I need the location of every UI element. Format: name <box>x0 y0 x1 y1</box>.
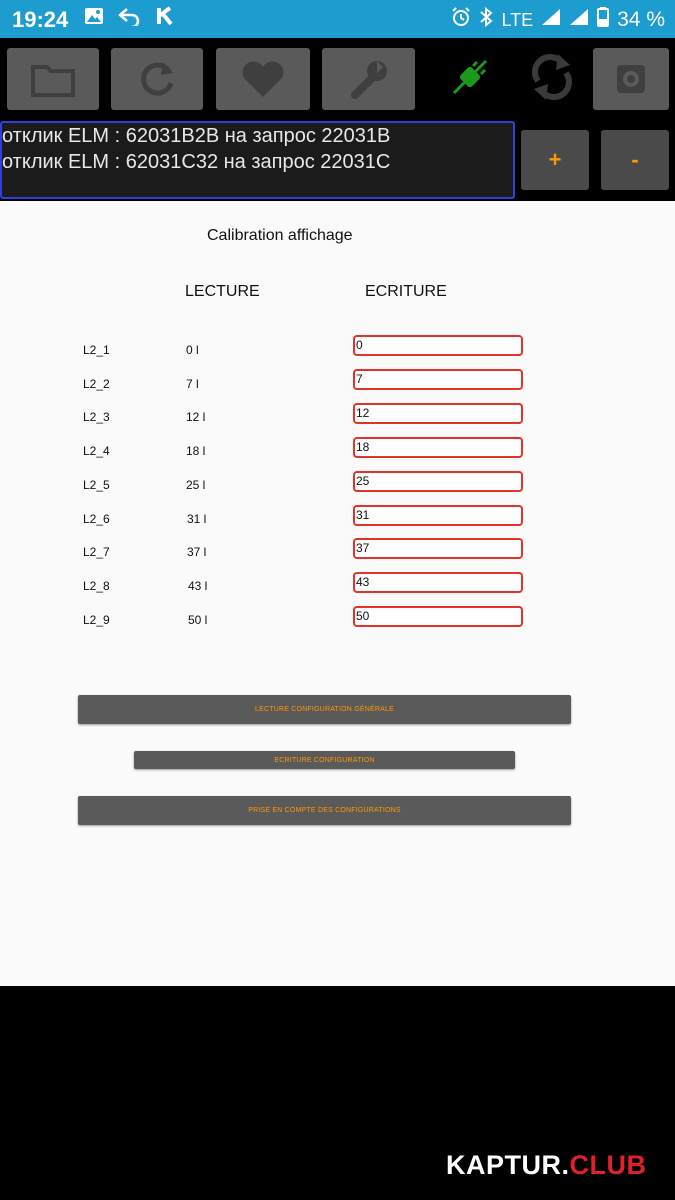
minus-button[interactable]: - <box>601 130 669 190</box>
row-read-value: 18 l <box>186 444 206 458</box>
clock: 19:24 <box>12 7 69 32</box>
refresh-button[interactable] <box>111 48 203 110</box>
gear-icon <box>611 59 651 99</box>
sync-button[interactable] <box>522 48 582 110</box>
row-label: L2_6 <box>83 512 110 526</box>
row-label: L2_9 <box>83 613 110 627</box>
plus-button[interactable]: + <box>521 130 589 190</box>
row-label: L2_1 <box>83 343 110 357</box>
row-write-input[interactable]: 37 <box>353 538 523 559</box>
write-config-button[interactable]: ECRITURE CONFIGURATION <box>134 751 515 769</box>
refresh-icon <box>137 59 177 99</box>
row-read-value: 25 l <box>186 478 206 492</box>
row-label: L2_4 <box>83 444 110 458</box>
status-bar <box>0 0 675 38</box>
row-write-input[interactable]: 31 <box>353 505 523 526</box>
row-label: L2_8 <box>83 579 110 593</box>
row-write-input[interactable]: 43 <box>353 572 523 593</box>
row-label: L2_2 <box>83 377 110 391</box>
battery-percent: 34 % <box>617 8 665 31</box>
watermark-text: KAPTUR. <box>446 1150 570 1180</box>
row-write-input[interactable]: 50 <box>353 606 523 627</box>
wrench-icon <box>347 57 391 101</box>
log-line: отклик ELM : 62031B2B на запрос 22031B <box>2 125 391 147</box>
battery-icon <box>597 7 609 33</box>
connection-button[interactable] <box>440 48 500 110</box>
row-read-value: 31 l <box>187 512 207 526</box>
watermark-text: CLUB <box>569 1150 647 1180</box>
row-label: L2_7 <box>83 545 110 559</box>
row-read-value: 0 l <box>186 343 199 357</box>
row-read-value: 43 l <box>188 579 208 593</box>
favorite-button[interactable] <box>216 48 310 110</box>
settings-button[interactable] <box>593 48 669 110</box>
heart-icon <box>240 59 286 99</box>
row-write-input[interactable]: 7 <box>353 369 523 390</box>
network-type: LTE <box>501 9 534 30</box>
bluetooth-icon <box>479 7 493 33</box>
row-write-input[interactable]: 0 <box>353 335 523 356</box>
apply-configs-button[interactable]: PRISE EN COMPTE DES CONFIGURATIONS <box>78 796 571 825</box>
row-write-input[interactable]: 18 <box>353 437 523 458</box>
row-read-value: 7 l <box>186 377 199 391</box>
sync-icon <box>528 51 576 108</box>
share-icon <box>118 6 140 33</box>
read-general-config-button[interactable]: LECTURE CONFIGURATION GÉNÉRALE <box>78 695 571 724</box>
folder-icon <box>31 61 75 97</box>
open-folder-button[interactable] <box>7 48 99 110</box>
calibration-panel <box>0 201 675 986</box>
plug-icon <box>450 57 490 102</box>
write-column-header: ECRITURE <box>365 283 447 300</box>
signal-icon <box>541 8 561 32</box>
row-write-input[interactable]: 12 <box>353 403 523 424</box>
k-app-icon <box>156 6 174 33</box>
log-line: отклик ELM : 62031C32 на запрос 22031C <box>2 151 391 173</box>
signal-icon <box>569 8 589 32</box>
row-read-value: 50 l <box>188 613 208 627</box>
row-label: L2_3 <box>83 410 110 424</box>
elm-log-output[interactable] <box>0 121 515 199</box>
image-icon <box>84 6 104 33</box>
row-write-input[interactable]: 25 <box>353 471 523 492</box>
row-read-value: 37 l <box>187 545 207 559</box>
row-read-value: 12 l <box>186 410 206 424</box>
row-label: L2_5 <box>83 478 110 492</box>
page-title: Calibration affichage <box>207 227 353 244</box>
read-column-header: LECTURE <box>185 283 260 300</box>
tools-button[interactable] <box>322 48 415 110</box>
toolbar <box>0 38 675 118</box>
alarm-icon <box>451 7 471 33</box>
watermark-logo <box>446 1150 647 1181</box>
